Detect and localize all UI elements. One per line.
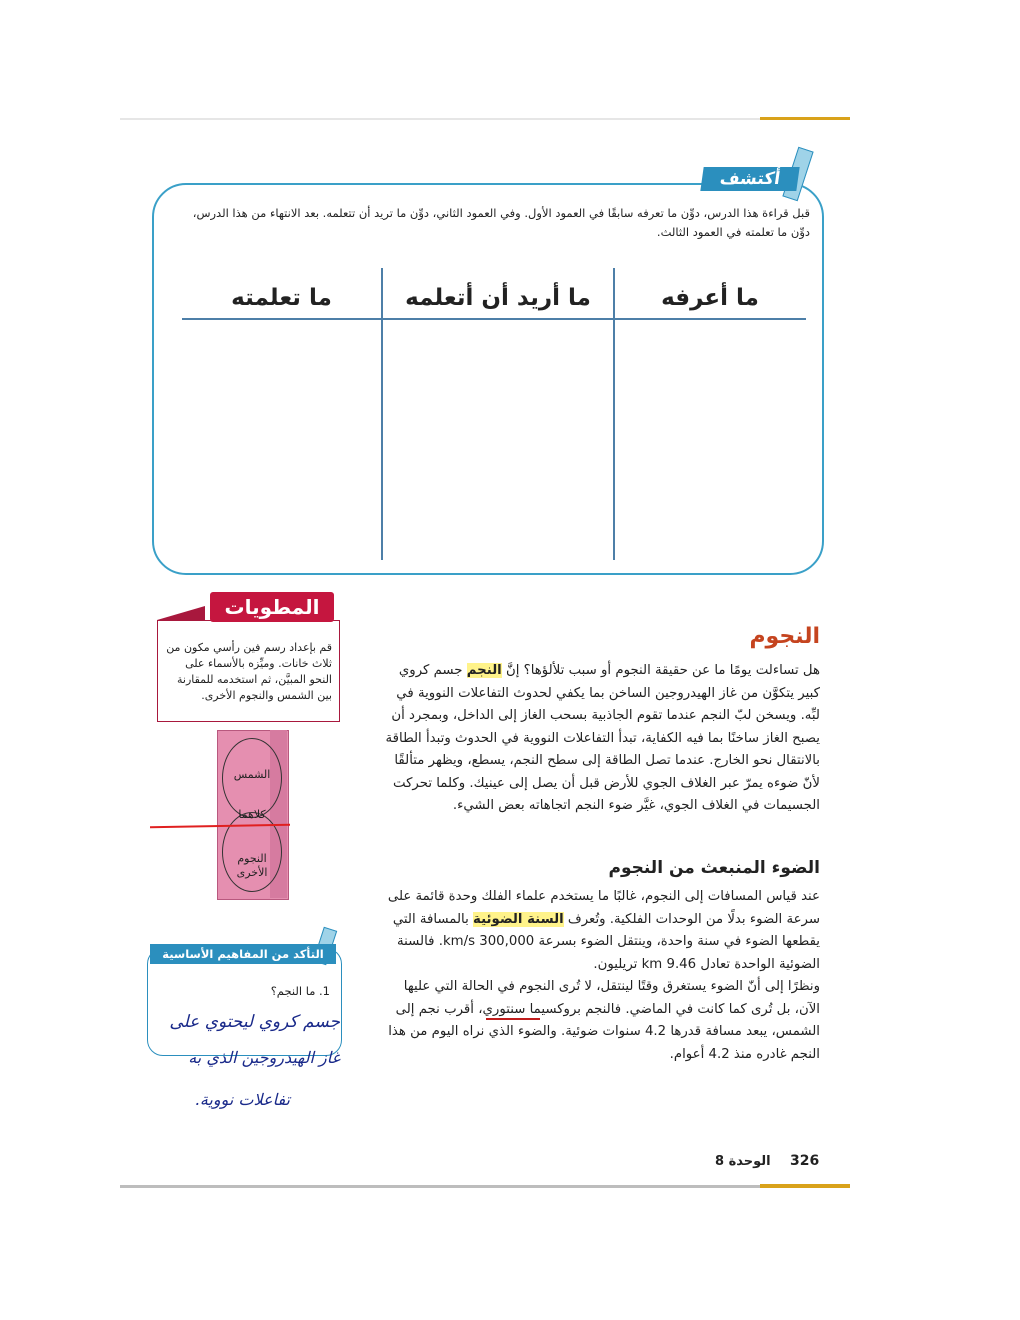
kwl-column-know: ما أعرفه — [661, 285, 759, 311]
kwl-divider — [613, 268, 615, 560]
handwritten-answer-line: غاز الهيدروجين الذي به — [188, 1048, 340, 1067]
section-heading-light: الضوء المنبعث من النجوم — [608, 858, 820, 878]
foldables-text: قم بإعداد رسم فين رأسي مكون من ثلاث خانات. وميِّزه بالأسماء على النحو المبيَّن، ثم استخدمه للمقارنة بين الشمس والنجوم الأخرى. — [166, 641, 332, 702]
top-rule-accent — [760, 117, 850, 120]
top-rule — [120, 118, 850, 120]
bottom-rule — [120, 1185, 850, 1188]
handwritten-answer-line: جسم كروي ليحتوي على — [169, 1012, 340, 1032]
kwl-column-want: ما أريد أن أتعلمه — [405, 285, 591, 311]
light-paragraph-1: عند قياس المسافات إلى النجوم، غالبًا ما يستخدم علماء الفلك وحدة قائمة على سرعة الضوء بدلًا من الوحدات الفلكية. وتُعرف السنة الضوئية بالمسافة التي يقطعها الضوء في سنة واحدة، وينتقل الضوء بسرعة 300,000 km/s. فالسنة الضوئية الواحدة تعادل 9.46 km تريليون. — [387, 889, 820, 972]
section-heading-stars: النجوم — [749, 624, 820, 649]
kwl-header-line — [182, 318, 806, 320]
handwritten-answer-line: تفاعلات نووية. — [194, 1090, 290, 1109]
concept-check-box — [147, 948, 342, 1056]
kwl-column-learned: ما تعلمته — [231, 285, 332, 311]
keyword-star: النجم — [466, 663, 502, 678]
venn-label-stars: النجوم الأخرى — [236, 852, 268, 879]
light-paragraph-2: ونظرًا إلى أنّ الضوء يستغرق وقتًا لينتقل، لا تُرى النجوم في الحالة التي عليها الآن، بل تُرى كما كانت في الماضي. فالنجم بروكسيما سنتوري، أقرب نجم إلى الشمس، يبعد مسافة قدرها 4.2 سنوات ضوئية. والضوء الذي نراه اليوم من هذا النجم غادره منذ 4.2 أعوام. — [388, 979, 820, 1062]
concept-check-title: التأكد من المفاهيم الأساسية — [150, 944, 336, 964]
page-number: 326 — [790, 1153, 820, 1169]
red-underline — [486, 1018, 540, 1020]
unit-label: الوحدة 8 — [715, 1154, 771, 1169]
bottom-rule-accent — [760, 1184, 850, 1188]
explore-tag: أكتشف — [700, 167, 799, 191]
concept-question: 1. ما النجم؟ — [270, 984, 330, 998]
kwl-divider — [381, 268, 383, 560]
foldables-title: المطويات — [210, 592, 334, 622]
venn-label-sun: الشمس — [233, 768, 271, 781]
stars-paragraph: هل تساءلت يومًا ما عن حقيقة النجوم أو سبب تلألؤها؟ إنَّ النجم جسم كروي كبير يتكوَّن من غاز الهيدروجين الساخن بما يكفي لحدوث التفاعلات النووية في لبِّه. ويسخن لبّ النجم عندما تقوم الجاذبية بسحب الغاز إلى الداخل، وبمجرد أن يصبح الغاز ساخنًا بما فيه الكفاية، تبدأ التفاعلات النووية في الحدوث وتبدأ الطاقة بالانتقال نحو الخارج. عندما تصل الطاقة إلى سطح النجم، يسطع، ويظهر متألقًا لأنّ ضوءه يمرّ عبر الغلاف الجوي للأرض قبل أن يصل إلى عينيك. وكلما تحركت الجسيمات في الغلاف الجوي، غيَّر ضوء النجم اتجاهاته بعض الشيء. — [385, 663, 820, 813]
foldables-corner — [157, 606, 205, 620]
venn-label-both: كلاهما — [238, 808, 266, 821]
keyword-light-year: السنة الضوئية — [473, 911, 564, 927]
explore-instructions: قبل قراءة هذا الدرس، دوِّن ما تعرفه سابقًا في العمود الأول. وفي العمود الثاني، دوِّن ما تريد أن تتعلمه. بعد الانتهاء من هذا الدرس، دوِّن ما تعلمته في العمود الثالث. — [192, 206, 810, 239]
